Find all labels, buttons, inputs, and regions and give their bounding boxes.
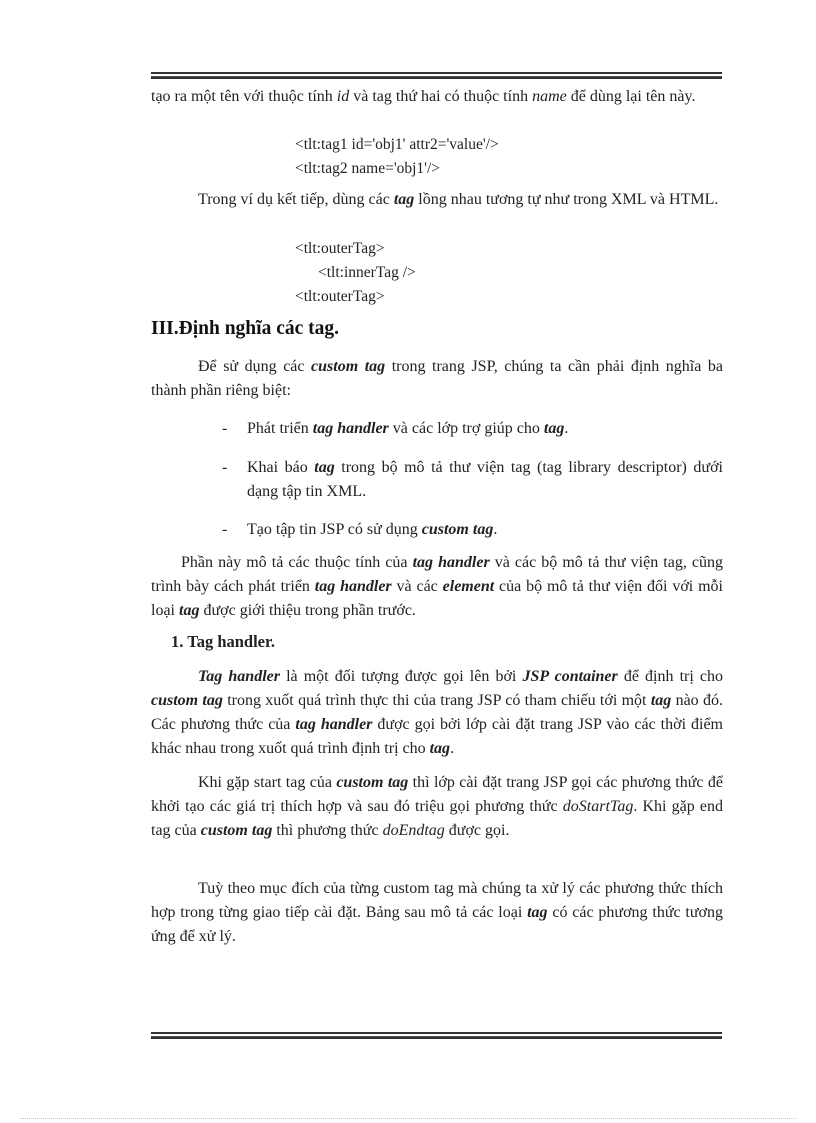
text-run: trong trang JSP, chúng ta cần phải định nghĩa ba thành phần riêng biệt: bbox=[151, 358, 724, 399]
section-heading: III.Định nghĩa các tag. bbox=[151, 318, 339, 339]
tag-term: tag bbox=[179, 602, 200, 619]
text-run: nào đó. Các phương thức của bbox=[151, 692, 724, 733]
text-run: Khai báo bbox=[247, 459, 315, 476]
text-run: Tuỳ theo mục đích của từng custom tag mà chúng ta xử lý các phương thức thích hợp trong từng giao tiếp cài đặt. Bảng sau mô tả các loại bbox=[151, 880, 723, 921]
list-item-text bbox=[247, 518, 723, 542]
text-run: Khi gặp start tag của bbox=[198, 774, 337, 791]
footer-double-rule bbox=[151, 1032, 722, 1039]
text-run: để dùng lại tên này. bbox=[566, 88, 696, 105]
tag-handler-term: tag handler bbox=[312, 420, 389, 437]
custom-tag-term: custom tag bbox=[421, 521, 494, 538]
custom-tag-term: custom tag bbox=[200, 822, 273, 839]
text-run: tạo ra một tên với thuộc tính bbox=[151, 88, 337, 105]
text-run: và các lớp trợ giúp cho bbox=[388, 420, 544, 437]
list-item bbox=[222, 417, 723, 441]
text-run: trong xuốt quá trình thực thi của trang JSP có tham chiếu tới một bbox=[222, 692, 651, 709]
text-run: và tag thứ hai có thuộc tính bbox=[349, 88, 533, 105]
text-run: để định trị cho bbox=[617, 668, 724, 685]
custom-tag-term: custom tag bbox=[151, 692, 223, 709]
tag-handler-term: tag handler bbox=[295, 716, 373, 733]
paragraph-nested-example bbox=[151, 188, 723, 212]
paragraph-description bbox=[151, 551, 723, 623]
text-run: . bbox=[450, 740, 455, 757]
text-run: trong bộ mô tả thư viện tag (tag library descriptor) dưới dạng tập tin XML. bbox=[247, 459, 724, 500]
tag-handler-term: tag handler bbox=[314, 578, 392, 595]
custom-tag-term: custom tag bbox=[336, 774, 409, 791]
bullet-dash: - bbox=[222, 459, 228, 476]
paragraph-top bbox=[151, 85, 723, 109]
bullet-dash: - bbox=[222, 521, 228, 538]
attr-id-term: id bbox=[336, 88, 350, 105]
text-run: được giới thiệu trong phần trước. bbox=[199, 602, 416, 619]
tag-term: tag bbox=[393, 191, 415, 208]
paragraph-purpose bbox=[151, 877, 723, 949]
paragraph-tag-handler bbox=[151, 665, 723, 761]
text-run: lồng nhau tương tự như trong XML và HTML. bbox=[414, 191, 719, 208]
text-run: Trong ví dụ kết tiếp, dùng các bbox=[198, 191, 394, 208]
tag-term: tag bbox=[429, 740, 451, 757]
list-item-text bbox=[247, 456, 723, 504]
jsp-container-term: JSP container bbox=[522, 668, 618, 685]
paragraph-intro bbox=[151, 355, 723, 403]
text-run: Phát triển bbox=[247, 420, 313, 437]
tag-handler-term: Tag handler bbox=[198, 668, 280, 685]
page-edge-dotted-line bbox=[20, 1118, 796, 1119]
tag-term: tag bbox=[543, 420, 565, 437]
element-term: element bbox=[442, 578, 495, 595]
code-line-outer-close: <tlt:outerTag> bbox=[295, 288, 385, 305]
code-line-outer-open: <tlt:outerTag> bbox=[295, 240, 385, 257]
text-run: là một đối tượng được gọi lên bởi bbox=[279, 668, 523, 685]
tag-term: tag bbox=[527, 904, 548, 921]
text-run: . Khi gặp end tag của bbox=[151, 798, 723, 839]
text-run: thì lớp cài đặt trang JSP gọi các phương thức để khởi tạo các giá trị thích hợp và sau đó triệu gọi phương thức bbox=[151, 774, 724, 815]
paragraph-start-end-tag bbox=[151, 771, 723, 843]
text-run: và các bbox=[391, 578, 443, 595]
code-line-tag1: <tlt:tag1 id='obj1' attr2='value'/> bbox=[295, 136, 499, 153]
do-start-tag-term: doStartTag bbox=[562, 798, 634, 815]
text-run: Để sử dụng các bbox=[198, 358, 312, 375]
text-run: có các phương thức tương ứng để xử lý. bbox=[151, 904, 723, 945]
text-run: Tạo tập tin JSP có sử dụng bbox=[247, 521, 422, 538]
text-run: . bbox=[493, 521, 498, 538]
text-run: . bbox=[564, 420, 569, 437]
attr-name-term: name bbox=[532, 88, 567, 105]
tag-term: tag bbox=[650, 692, 672, 709]
text-run: được gọi bởi lớp cài đặt trang JSP vào các thời điểm khác nhau trong xuốt quá trình định trị cho bbox=[151, 716, 724, 757]
code-line-tag2: <tlt:tag2 name='obj1'/> bbox=[295, 160, 441, 177]
list-item-text bbox=[247, 417, 723, 441]
text-run: của bộ mô tả thư viện đối với mỗi loại bbox=[151, 578, 724, 619]
text-run: thì phương thức bbox=[272, 822, 383, 839]
tag-term: tag bbox=[314, 459, 335, 476]
text-run: được gọi. bbox=[444, 822, 510, 839]
custom-tag-term: custom tag bbox=[311, 358, 386, 375]
tag-handler-term: tag handler bbox=[412, 554, 490, 571]
subsection-heading: 1. Tag handler. bbox=[171, 632, 275, 651]
list-item bbox=[222, 518, 723, 542]
list-item bbox=[222, 456, 723, 504]
header-double-rule bbox=[151, 72, 722, 79]
code-line-inner: <tlt:innerTag /> bbox=[318, 264, 416, 281]
text-run: và các bộ mô tả thư viện tag, cũng trình bày cách phát triển bbox=[151, 554, 724, 595]
text-run: Phần này mô tả các thuộc tính của bbox=[181, 554, 413, 571]
bullet-dash: - bbox=[222, 420, 228, 437]
do-end-tag-term: doEndtag bbox=[382, 822, 445, 839]
